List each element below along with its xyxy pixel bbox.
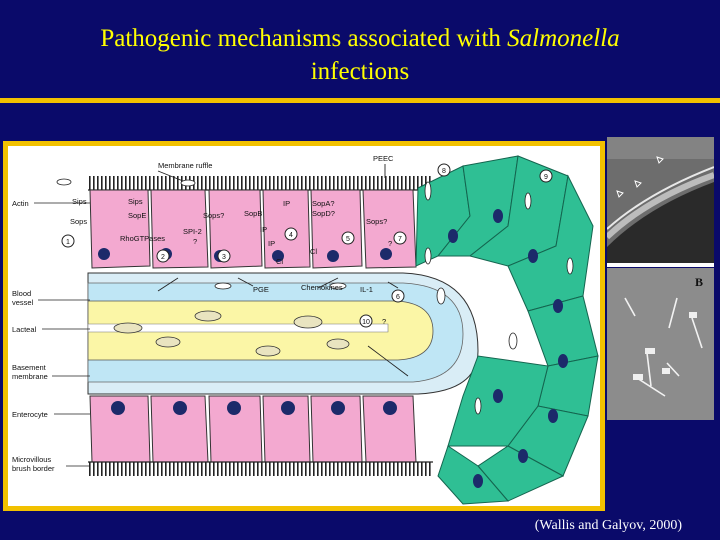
marker-8: 8 xyxy=(442,168,446,175)
lower-enterocytes xyxy=(90,396,416,462)
label-pge2: PGE xyxy=(253,285,269,294)
villus-core xyxy=(88,273,478,394)
label-sops-q1: Sops? xyxy=(203,211,225,220)
marker-7: 7 xyxy=(398,236,402,243)
label-cl-2: Cl xyxy=(310,247,318,256)
label-blood-vessel: Blood vessel xyxy=(12,289,34,307)
label-microvillous: Microvillous brush border xyxy=(12,455,55,473)
title-italic-genus: Salmonella xyxy=(507,25,620,52)
marker-5: 5 xyxy=(346,236,350,243)
label-spi2: SPI-2 xyxy=(183,227,202,236)
label-sope: SopE xyxy=(128,211,147,220)
label-actin: Actin xyxy=(12,199,29,208)
title-text: Pathogenic mechanisms associated with xyxy=(100,25,508,52)
label-lacteal: Lacteal xyxy=(12,325,37,334)
label-q2: ? xyxy=(388,239,393,248)
label-sopa: SopA? xyxy=(312,199,335,208)
label-rhogtpases: RhoGTPases xyxy=(120,234,166,243)
label-ip5: IP xyxy=(283,199,291,208)
label-peec: PEEC xyxy=(373,154,394,163)
label-sopd: SopD? xyxy=(312,209,335,218)
panel-b-letter: B xyxy=(695,275,704,289)
marker-3: 3 xyxy=(222,254,226,261)
label-ip4: IP xyxy=(268,239,276,248)
label-il1: IL-1 xyxy=(360,285,373,294)
label-enterocyte: Enterocyte xyxy=(12,410,48,419)
label-ip3: IP xyxy=(260,225,268,234)
marker-10: 10 xyxy=(362,319,370,326)
marker-9: 9 xyxy=(544,174,548,181)
marker-6: 6 xyxy=(396,294,400,301)
lower-brush-border xyxy=(88,462,433,476)
diagram-figure xyxy=(3,141,605,511)
title-line-2: infections xyxy=(310,58,410,85)
label-basement-membrane: Basement membrane xyxy=(12,363,48,381)
label-q3: ? xyxy=(382,317,387,326)
upper-brush-border xyxy=(88,176,433,190)
label-sops-1: Sops xyxy=(70,217,88,226)
label-q1: ? xyxy=(193,237,198,246)
slide-title xyxy=(0,22,720,88)
micrograph-panel-b xyxy=(607,268,714,420)
intestinal-villus-diagram xyxy=(8,146,600,506)
citation: (Wallis and Galyov, 2000) xyxy=(534,518,682,533)
label-sips-1: Sips xyxy=(72,197,87,206)
label-sops-q2: Sops? xyxy=(366,217,388,226)
label-cl-1: Cl xyxy=(276,257,284,266)
label-sopb: SopB xyxy=(244,209,263,218)
label-chemokines: Chemokines xyxy=(301,283,343,292)
marker-4: 4 xyxy=(289,232,293,239)
micrograph-panel-a xyxy=(607,137,714,267)
marker-2: 2 xyxy=(161,254,165,261)
label-membrane-ruffle: Membrane ruffle xyxy=(158,161,213,170)
marker-1: 1 xyxy=(66,239,70,246)
label-sips-2: Sips xyxy=(128,197,143,206)
title-divider xyxy=(0,98,720,103)
